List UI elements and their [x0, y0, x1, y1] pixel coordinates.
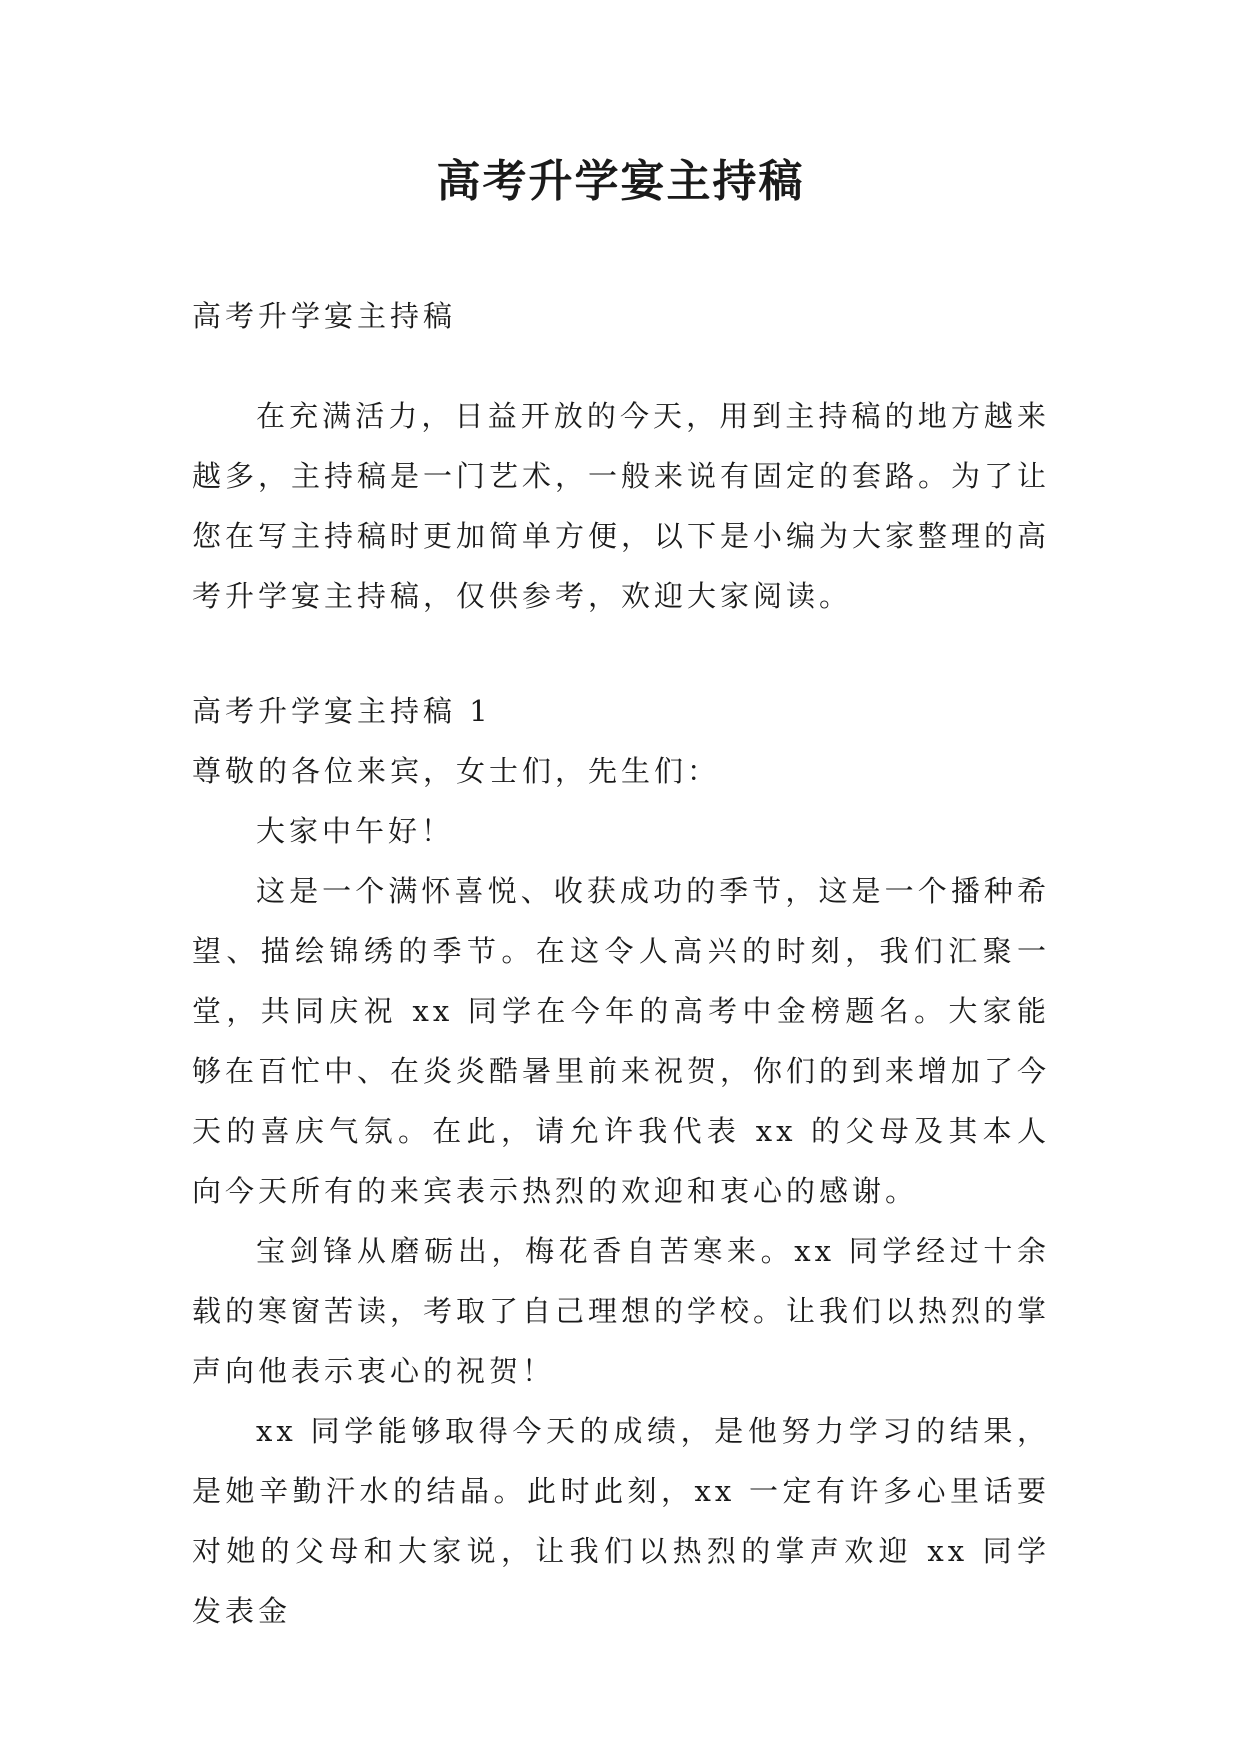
- document-title: 高考升学宴主持稿: [436, 156, 805, 207]
- intro-paragraph: 在充满活力，日益开放的今天，用到主持稿的地方越来越多，主持稿是一门艺术，一般来说有固定的套路。为了让您在写主持稿时更加简单方便，以下是小编为大家整理的高考升学宴主持稿，仅供参考，欢迎大家阅读。: [192, 399, 1051, 613]
- spacer: [192, 626, 1050, 681]
- body-paragraph: xx 同学能够取得今天的成绩，是他努力学习的结果，是她辛勤汗水的结晶。此时此刻，xx 一定有许多心里话要对她的父母和大家说，让我们以热烈的掌声欢迎 xx 同学发表金: [192, 1414, 1050, 1628]
- section-heading: 高考升学宴主持稿 1: [192, 694, 492, 728]
- spacer: [192, 346, 1050, 386]
- salutation: 尊敬的各位来宾，女士们，先生们：: [192, 754, 721, 788]
- body-paragraph: 这是一个满怀喜悦、收获成功的季节，这是一个播种希望、描绘锦绣的季节。在这令人高兴的时刻，我们汇聚一堂，共同庆祝 xx 同学在今年的高考中金榜题名。大家能够在百忙中、在炎炎酷暑里前来祝贺，你们的到来增加了今天的喜庆气氛。在此，请允许我代表 xx 的父母及其本人向今天所有的来宾表示热烈的欢迎和衷心的感谢。: [192, 874, 1051, 1208]
- document-subtitle: 高考升学宴主持稿: [192, 299, 457, 333]
- body-paragraph: 大家中午好！: [256, 814, 455, 848]
- body-paragraph: 宝剑锋从磨砺出，梅花香自苦寒来。xx 同学经过十余载的寒窗苦读，考取了自己理想的学校。让我们以热烈的掌声向他表示衷心的祝贺！: [192, 1234, 1051, 1388]
- document-body: [192, 286, 1050, 1641]
